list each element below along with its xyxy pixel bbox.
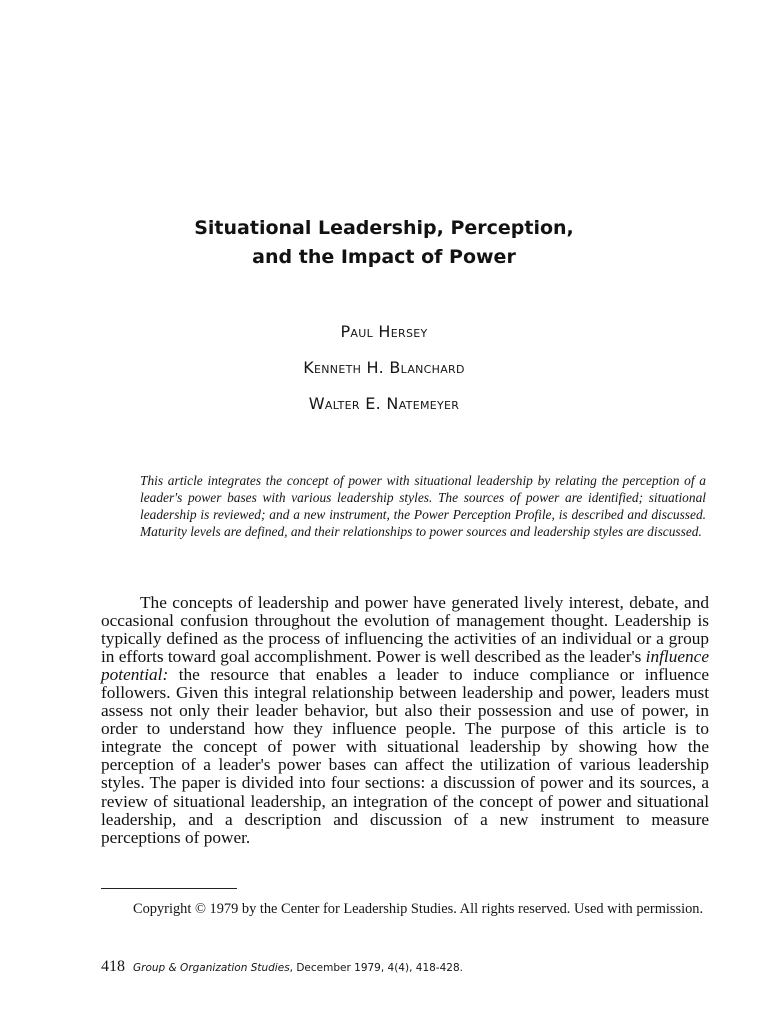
emphasized-term: influence potential: — [101, 647, 709, 685]
author-list — [0, 314, 768, 422]
body-text-part-2: the resource that enables a leader to induce compliance or influence followers. Given this integral relationship between leadership and power, leaders must assess not only their leader behavior, but also their possession and use of power, in order to understand how they influence people. The purpose of this article is to integrate the concept of power with situational leadership by showing how the perception of a leader's power bases can affect the utilization of various leadership styles. The paper is divided into four sections: a discussion of power and its sources, a review of situational leadership, an integration of the concept of power and situational leadership, and a description and discussion of a new instrument to measure perceptions of power. — [101, 665, 709, 847]
body-paragraph — [101, 594, 709, 847]
article-title — [0, 214, 768, 272]
footnote-divider — [101, 888, 237, 889]
author-name: Kenneth H. Blanchard — [303, 358, 465, 377]
page-citation — [101, 958, 709, 976]
copyright-footnote: Copyright © 1979 by the Center for Leadership Studies. All rights reserved. Used with permission. — [133, 901, 704, 917]
abstract: This article integrates the concept of power with situational leadership by relating the perception of a leader's power bases with various leadership styles. The sources of power are identified; situational leadership is reviewed; and a new instrument, the Power Perception Profile, is described and discussed. Maturity levels are defined, and their relationships to power sources and leadership styles are discussed. — [140, 473, 706, 539]
author-name: Walter E. Natemeyer — [308, 394, 460, 413]
author-name: Paul Hersey — [340, 322, 428, 341]
body-text-part-1: The concepts of leadership and power have generated lively interest, debate, and occasional confusion throughout the evolution of management thought. Leadership is typically defined as the process of influencing the activities of an individual or a group in efforts toward goal accomplishment. Power is well described as the leader's — [101, 593, 709, 667]
page-number: 418 — [101, 958, 125, 975]
journal-details: , December 1979, 4(4), 418-428. — [289, 962, 463, 974]
journal-name: Group & Organization Studies — [133, 962, 290, 974]
title-line-2: and the Impact of Power — [252, 246, 516, 268]
journal-reference — [133, 962, 463, 974]
title-line-1: Situational Leadership, Perception, — [194, 217, 574, 239]
